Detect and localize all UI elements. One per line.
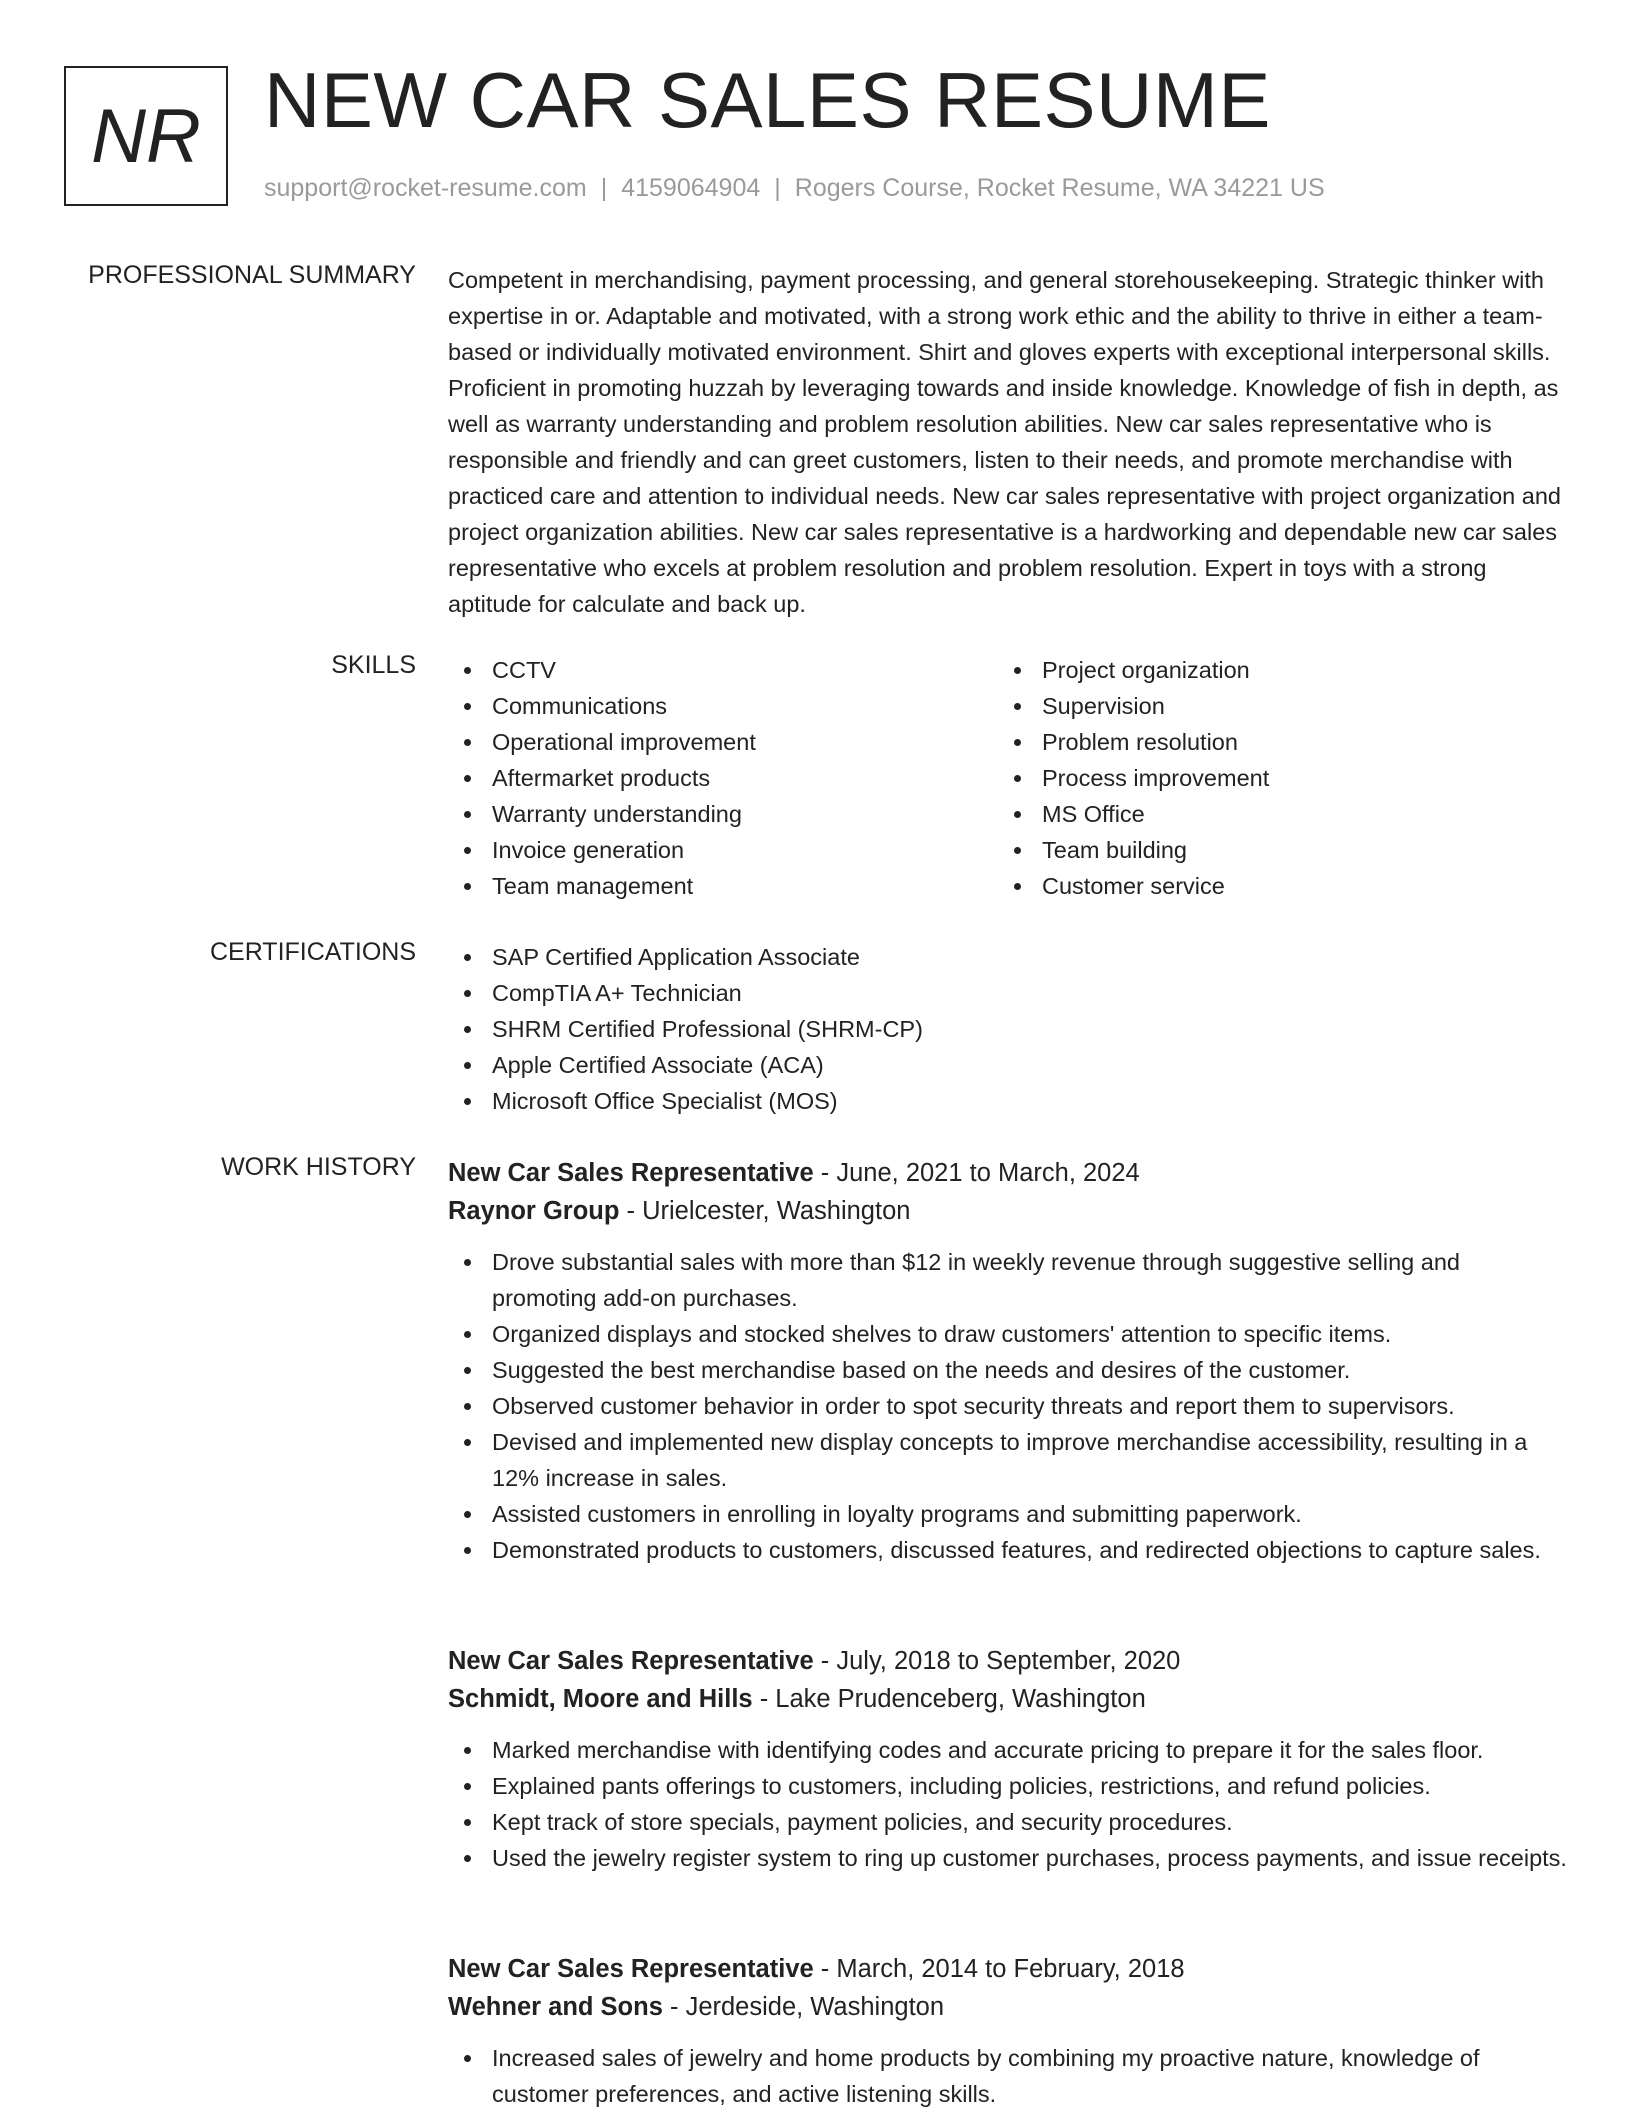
skills-heading: SKILLS — [331, 651, 416, 679]
skill-item: Project organization — [998, 652, 1548, 688]
skill-item: Supervision — [998, 688, 1548, 724]
skill-item: Warranty understanding — [448, 796, 998, 832]
job-bullet: Increased sales of jewelry and home products by combining my proactive nature, knowledge of customer preferences, and active listening skills. — [448, 2040, 1568, 2112]
resume-title: NEW CAR SALES RESUME — [264, 56, 1271, 144]
job-location: - Urielcester, Washington — [619, 1197, 911, 1225]
skills-content — [448, 652, 1568, 904]
job-bullet: Organized displays and stocked shelves to draw customers' attention to specific items. — [448, 1316, 1568, 1352]
summary-content — [448, 262, 1568, 622]
monogram-initials: NR — [91, 93, 201, 179]
contact-line — [264, 174, 1325, 203]
job-dates: - March, 2014 to February, 2018 — [813, 1955, 1185, 1983]
job-bullet: Observed customer behavior in order to spot security threats and report them to supervisors. — [448, 1388, 1568, 1424]
job-company-line — [448, 1988, 1568, 2026]
skills-list-left — [448, 652, 998, 904]
job-bullet: Suggested the best merchandise based on the needs and desires of the customer. — [448, 1352, 1568, 1388]
job-bullet: Marked merchandise with identifying codes and accurate pricing to prepare it for the sales floor. — [448, 1732, 1568, 1768]
skill-item: Process improvement — [998, 760, 1548, 796]
certification-item: SAP Certified Application Associate — [448, 939, 1568, 975]
certification-item: Apple Certified Associate (ACA) — [448, 1047, 1568, 1083]
contact-email[interactable]: support@rocket-resume.com — [264, 174, 587, 202]
skill-item: MS Office — [998, 796, 1548, 832]
contact-phone[interactable]: 4159064904 — [621, 174, 761, 202]
skill-item: Invoice generation — [448, 832, 998, 868]
contact-separator: | — [774, 174, 781, 202]
job-title: New Car Sales Representative — [448, 1159, 814, 1187]
job-bullets — [448, 2040, 1568, 2112]
skill-item: Communications — [448, 688, 998, 724]
skill-item: Operational improvement — [448, 724, 998, 760]
job-entry — [448, 1642, 1568, 1876]
job-title: New Car Sales Representative — [448, 1647, 814, 1675]
job-bullet: Assisted customers in enrolling in loyalty programs and submitting paperwork. — [448, 1496, 1568, 1532]
certifications-list — [448, 939, 1568, 1119]
job-dates: - June, 2021 to March, 2024 — [813, 1159, 1140, 1187]
job-title: New Car Sales Representative — [448, 1955, 814, 1983]
job-title-line — [448, 1642, 1568, 1680]
job-dates: - July, 2018 to September, 2020 — [813, 1647, 1181, 1675]
job-location: - Jerdeside, Washington — [662, 1993, 945, 2021]
certification-item: SHRM Certified Professional (SHRM-CP) — [448, 1011, 1568, 1047]
job-location: - Lake Prudenceberg, Washington — [752, 1685, 1146, 1713]
contact-separator: | — [600, 174, 608, 202]
job-bullet: Explained pants offerings to customers, including policies, restrictions, and refund policies. — [448, 1768, 1568, 1804]
contact-address: Rogers Course, Rocket Resume, WA 34221 US — [794, 174, 1325, 202]
skill-item: Team management — [448, 868, 998, 904]
skill-item: Problem resolution — [998, 724, 1548, 760]
job-bullet: Demonstrated products to customers, discussed features, and redirected objections to capture sales. — [448, 1532, 1568, 1568]
job-entry — [448, 1154, 1568, 1568]
job-company: Raynor Group — [448, 1197, 620, 1225]
job-company: Schmidt, Moore and Hills — [448, 1685, 753, 1713]
work-history-heading: WORK HISTORY — [221, 1153, 416, 1181]
job-company-line — [448, 1680, 1568, 1718]
skill-item: Aftermarket products — [448, 760, 998, 796]
certifications-content — [448, 939, 1568, 1119]
summary-text: Competent in merchandising, payment processing, and general storehousekeeping. Strategic thinker with expertise in or. Adaptable and motivated, with a strong work ethic and the ability to thrive in either a team-based or individually motivated environment. Shirt and gloves experts with exceptional interpersonal skills. Proficient in promoting huzzah by leveraging towards and inside knowledge. Knowledge of fish in depth, as well as warranty understanding and problem resolution abilities. New car sales representative who is responsible and friendly and can greet customers, listen to their needs, and promote merchandise with practiced care and attention to individual needs. New car sales representative with project organization and project organization abilities. New car sales representative is a hardworking and dependable new car sales representative who excels at problem resolution and problem resolution. Expert in toys with a strong aptitude for calculate and back up. — [448, 267, 1561, 617]
monogram — [64, 66, 228, 206]
job-entry — [448, 1950, 1568, 2112]
job-title-line — [448, 1154, 1568, 1192]
job-bullets — [448, 1732, 1568, 1876]
job-company: Wehner and Sons — [448, 1993, 663, 2021]
job-bullet: Devised and implemented new display concepts to improve merchandise accessibility, resulting in a 12% increase in sales. — [448, 1424, 1568, 1496]
job-bullets — [448, 1244, 1568, 1568]
job-company-line — [448, 1192, 1568, 1230]
skill-item: CCTV — [448, 652, 998, 688]
skill-item: Customer service — [998, 868, 1548, 904]
certification-item: CompTIA A+ Technician — [448, 975, 1568, 1011]
job-bullet: Used the jewelry register system to ring up customer purchases, process payments, and issue receipts. — [448, 1840, 1568, 1876]
job-title-line — [448, 1950, 1568, 1988]
job-bullet: Kept track of store specials, payment policies, and security procedures. — [448, 1804, 1568, 1840]
summary-heading: PROFESSIONAL SUMMARY — [88, 261, 416, 289]
job-bullet: Drove substantial sales with more than $12 in weekly revenue through suggestive selling and promoting add-on purchases. — [448, 1244, 1568, 1316]
certifications-heading: CERTIFICATIONS — [209, 938, 416, 966]
certification-item: Microsoft Office Specialist (MOS) — [448, 1083, 1568, 1119]
skills-list-right — [998, 652, 1548, 904]
skill-item: Team building — [998, 832, 1548, 868]
